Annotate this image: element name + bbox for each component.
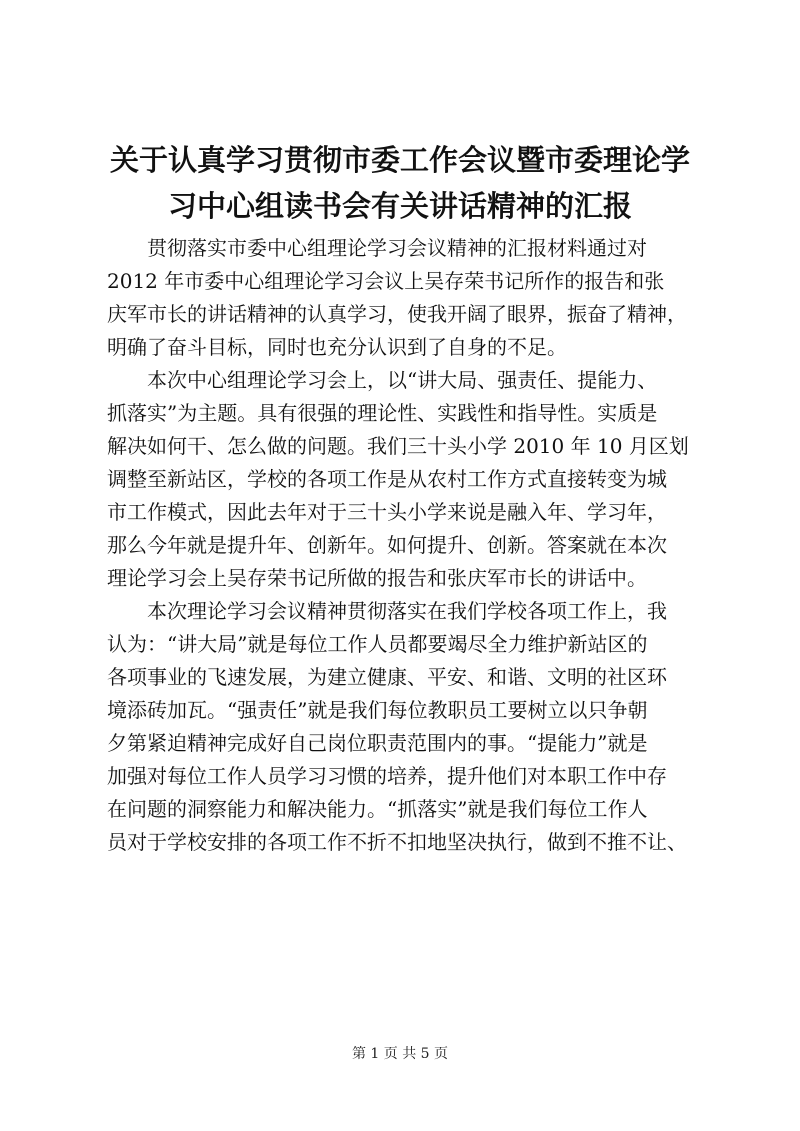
body-line: 境添砖加瓦。“强责任”就是我们每位教职员工要树立以只争朝 — [107, 698, 648, 722]
body-line: 认为：“讲大局”就是每位工作人员都要竭尽全力维护新站区的 — [107, 632, 648, 656]
body-line: 贯彻落实市委中心组理论学习会议精神的汇报材料通过对 — [107, 236, 647, 260]
body-line: 加强对每位工作人员学习习惯的培养，提升他们对本职工作中存 — [107, 764, 667, 788]
body-line: 市工作模式，因此去年对于三十头小学来说是融入年、学习年， — [107, 500, 667, 524]
body-line: 那么今年就是提升年、创新年。如何提升、创新。答案就在本次 — [107, 533, 667, 557]
body-line: 员对于学校安排的各项工作不折不扣地坚决执行，做到不推不让、 — [107, 830, 687, 854]
title-line-2: 习中心组读书会有关讲话精神的汇报 — [167, 189, 632, 223]
body-line: 本次中心组理论学习会上，以“讲大局、强责任、提能力、 — [107, 368, 658, 392]
body-line: 庆军市长的讲话精神的认真学习，使我开阔了眼界，振奋了精神， — [107, 302, 687, 326]
document-title — [100, 137, 700, 229]
body-line: 解决如何干、怎么做的问题。我们三十头小学 2010 年 10 月区划 — [107, 434, 689, 458]
body-line: 理论学习会上吴存荣书记所做的报告和张庆军市长的讲话中。 — [107, 566, 647, 590]
body-line: 明确了奋斗目标，同时也充分认识到了自身的不足。 — [107, 335, 567, 359]
page-footer: 第 1 页 共 5 页 — [351, 1046, 449, 1062]
body-line: 2012 年市委中心组理论学习会议上吴存荣书记所作的报告和张 — [107, 269, 665, 293]
title-line-1: 关于认真学习贯彻市委工作会议暨市委理论学 — [109, 143, 690, 177]
body-line: 调整至新站区，学校的各项工作是从农村工作方式直接转变为城 — [107, 467, 667, 491]
body-line: 抓落实”为主题。具有很强的理论性、实践性和指导性。实质是 — [107, 401, 658, 425]
body-line: 各项事业的飞速发展，为建立健康、平安、和谐、文明的社区环 — [107, 665, 667, 689]
body-line: 本次理论学习会议精神贯彻落实在我们学校各项工作上，我 — [107, 599, 667, 623]
body-line: 夕第紧迫精神完成好自己岗位职责范围内的事。“提能力”就是 — [107, 731, 648, 755]
body-line: 在问题的洞察能力和解决能力。“抓落实”就是我们每位工作人 — [107, 797, 648, 821]
document-body — [107, 232, 701, 859]
